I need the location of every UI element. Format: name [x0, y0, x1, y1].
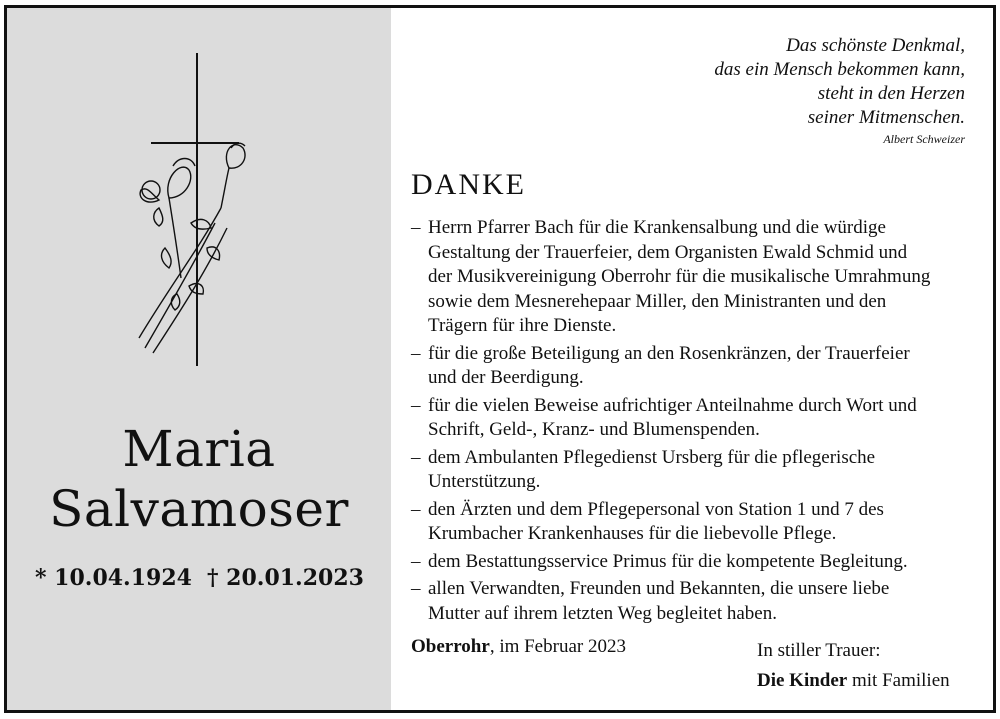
obituary-card — [4, 5, 996, 713]
signers-bold: Die Kinder — [757, 670, 848, 691]
list-item-line: Gestaltung der Trauerfeier, dem Organisten Ewald Schmid und — [428, 241, 908, 263]
last-name: Salvamoser — [49, 480, 349, 538]
list-item-line: – dem Bestattungsservice Primus für die kompetente Begleitung. — [428, 550, 908, 572]
list-item — [411, 216, 976, 339]
mourning-label: In stiller Trauer: — [757, 640, 881, 661]
list-item-line: Trägern für ihre Dienste. — [428, 315, 617, 336]
list-item — [411, 446, 976, 495]
list-item-line: – Herrn Pfarrer Bach für die Krankensalbung und die würdige — [428, 217, 886, 238]
page-title: DANKE — [411, 168, 526, 201]
list-item-line: Unterstützung. — [428, 471, 541, 492]
thanks-list — [411, 216, 976, 629]
list-item-line: – den Ärzten und dem Pflegepersonal von Station 1 und 7 des — [428, 498, 884, 520]
date-text: , im Februar 2023 — [489, 636, 626, 657]
list-item — [411, 342, 976, 391]
death-date: † 20.01.2023 — [207, 565, 364, 591]
place-name: Oberrohr — [411, 636, 490, 657]
quote-line: Das schönste Denkmal, — [786, 35, 965, 56]
list-item-line: Krumbacher Krankenhauses für die liebevolle Pflege. — [428, 523, 837, 544]
list-item-line: und der Beerdigung. — [428, 367, 584, 388]
place-date — [411, 636, 626, 658]
right-panel — [391, 8, 993, 710]
quote — [714, 34, 965, 130]
list-item — [411, 498, 976, 547]
list-item-line: – für die vielen Beweise aufrichtiger Anteilnahme durch Wort und — [428, 394, 917, 416]
quote-author: Albert Schweizer — [883, 132, 965, 146]
quote-line: steht in den Herzen — [817, 83, 965, 104]
mourning-block — [757, 636, 950, 696]
list-item-line: Mutter auf ihrem letzten Weg begleitet haben. — [428, 602, 777, 624]
list-item-line: – für die große Beteiligung an den Rosenkränzen, der Trauerfeier — [428, 342, 910, 364]
list-item-line: Schrift, Geld-, Kranz- und Blumenspenden. — [428, 419, 760, 440]
first-name: Maria — [122, 420, 276, 478]
list-item — [411, 550, 976, 575]
signers-rest: mit Familien — [847, 670, 950, 691]
list-item — [411, 577, 976, 626]
list-item-line: der Musikvereinigung Oberrohr für die musikalische Umrahmung — [428, 266, 931, 287]
quote-line: das ein Mensch bekommen kann, — [714, 59, 965, 80]
list-item-line: – allen Verwandten, Freunden und Bekannten, die unsere liebe — [428, 578, 890, 599]
cross-with-roses-icon — [129, 48, 269, 378]
list-item-line: – dem Ambulanten Pflegedienst Ursberg für die pflegerische — [428, 446, 876, 468]
left-panel — [7, 8, 391, 710]
quote-line: seiner Mitmenschen. — [807, 107, 965, 128]
list-item-line: sowie dem Mesnerehepaar Miller, den Ministranten und den — [428, 290, 887, 312]
birth-date: * 10.04.1924 — [35, 565, 192, 591]
list-item — [411, 394, 976, 443]
signers — [757, 666, 950, 696]
